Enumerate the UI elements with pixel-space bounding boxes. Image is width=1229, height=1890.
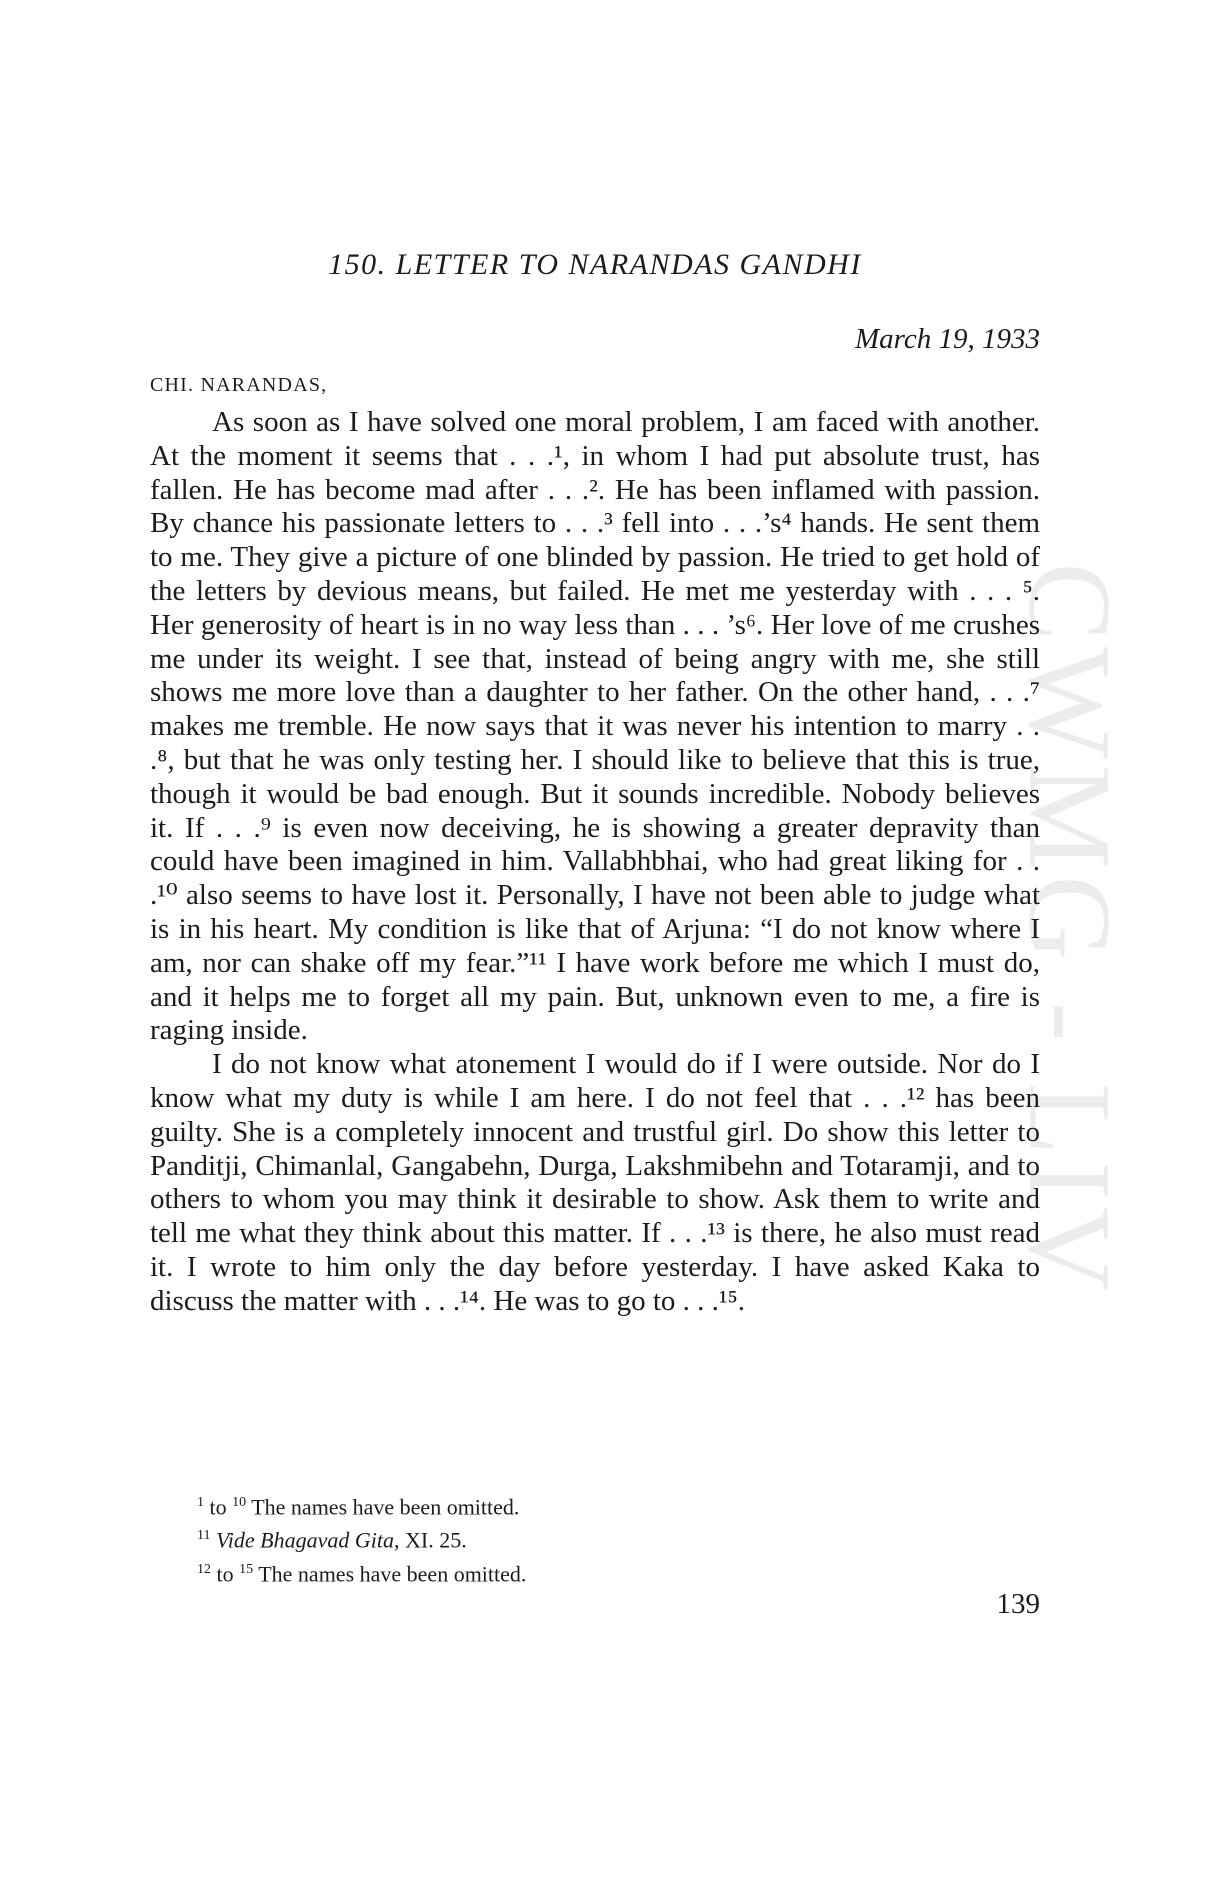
footnote-italic: Vide Bhagavad Gita	[215, 1527, 394, 1553]
letter-title: 150. LETTER TO NARANDAS GANDHI	[328, 248, 862, 281]
footnote-text: The names have been omitted.	[246, 1494, 520, 1520]
footnote-text: , XI. 25.	[393, 1527, 467, 1553]
footnotes	[197, 1488, 526, 1588]
footnote-mark: 15	[239, 1561, 254, 1577]
salutation: CHI. NARANDAS,	[150, 374, 328, 396]
footnote-2	[197, 1521, 526, 1554]
watermark-text: CWMG - LIV	[1005, 562, 1137, 1298]
footnote-text: The names have been omitted.	[253, 1560, 527, 1586]
footnote-mark: 11	[197, 1528, 211, 1544]
footnote-mark: 12	[197, 1561, 211, 1577]
footnote-mark: 10	[232, 1495, 247, 1510]
paragraph-1: As soon as I have solved one moral problem, I am faced with another. At the moment it seems that . . .¹, in whom I had put absolute trust, has fallen. He has become mad after . . .². He has been inflamed with passion. By chance his passionate letters to . . .³ fell into . . .’s⁴ hands. He sent them to me. They give a picture of one blinded by passion. He tried to get hold of the letters by devious means, but failed. He met me yesterday with . . . ⁵. Her generosity of heart is in no way less than . . . ’s⁶. Her love of me crushes me under its weight. I see that, instead of being angry with me, she still shows me more love than a daughter to her father. On the other hand, . . .⁷ makes me tremble. He now says that it was never his intention to marry . . .⁸, but that he was only testing her. I should like to believe that this is true, though it would be bad enough. But it sounds incredible. Nobody believes it. If . . .⁹ is even now deceiving, he is showing a greater depravity than could have been imagined in him. Vallabhbhai, who had great liking for . . .¹⁰ also seems to have lost it. Personally, I have not been able to judge what is in his heart. My condition is like that of Arjuna: “I do not know where I am, nor can shake off my fear.”¹¹ I have work before me which I must do, and it helps me to forget all my pain. But, unknown even to me, a fire is raging inside.	[150, 406, 1040, 1047]
footnote-1	[197, 1488, 526, 1521]
footnote-mark: 1	[197, 1495, 204, 1510]
letter-date: March 19, 1933	[855, 323, 1040, 355]
footnote-connector: to	[211, 1560, 240, 1586]
footnote-connector: to	[204, 1494, 233, 1520]
letter-body	[150, 406, 1040, 1319]
footnote-3	[197, 1555, 526, 1588]
page-number: 139	[996, 1588, 1040, 1620]
paragraph-2: I do not know what atonement I would do if I were outside. Nor do I know what my duty is while I am here. I do not feel that . . .¹² has been guilty. She is a completely innocent and trustful girl. Do show this letter to Panditji, Chimanlal, Gangabehn, Durga, Lakshmibehn and Totaramji, and to others to whom you may think it desirable to show. Ask them to write and tell me what they think about this matter. If . . .¹³ is there, he also must read it. I wrote to him only the day before yesterday. I have asked Kaka to discuss the matter with . . .¹⁴. He was to go to . . .¹⁵.	[150, 1048, 1040, 1317]
